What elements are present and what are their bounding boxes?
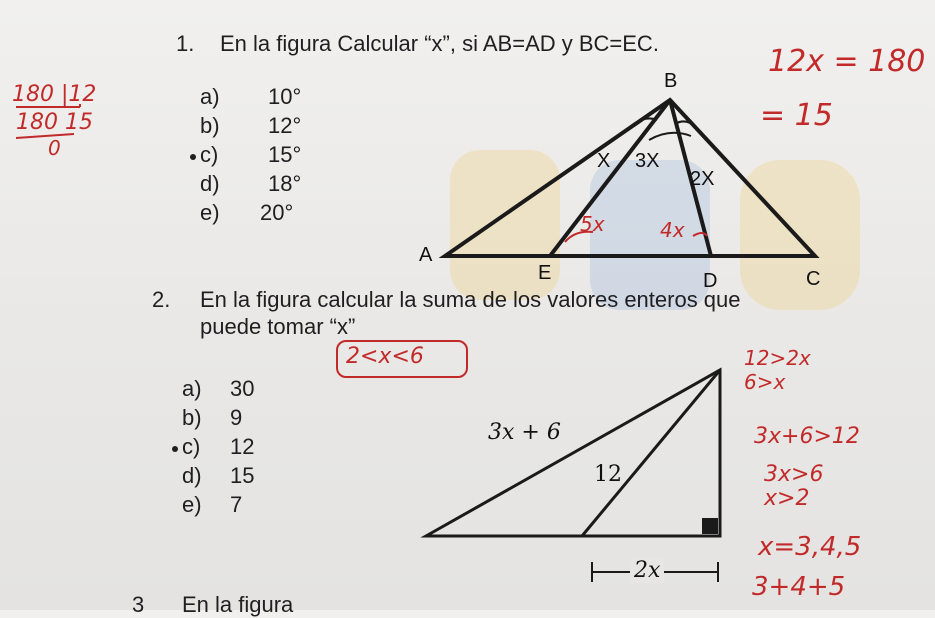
q1-option-text: 20° [260, 200, 294, 225]
q2-option-text: 9 [230, 405, 243, 430]
q1-option-letter: e) [200, 200, 220, 225]
q2-statement: puede tomar “x” [200, 314, 356, 339]
vertex-label-a: A [419, 244, 433, 266]
handwritten-work: x>2 [764, 486, 810, 511]
q1-number: 1. [176, 31, 195, 56]
q3-number: 3 [132, 592, 145, 617]
handwritten-work: x=3,4,5 [758, 532, 862, 562]
q2-option-text: 7 [230, 492, 243, 517]
q1-option-text: 18° [268, 171, 302, 196]
q1-option-letter: c) [200, 142, 219, 167]
handwritten-division: 180 |12 [12, 82, 97, 107]
side-label-hyp: 3x + 6 [488, 420, 561, 445]
q2-number: 2. [152, 287, 171, 312]
q2-option-letter: d) [182, 463, 202, 488]
handwritten-angle-5x: 5x [580, 212, 605, 236]
q2-option-letter: c) [182, 434, 201, 459]
angle-label-x: X [597, 150, 611, 172]
q1-option-text: 10° [268, 84, 302, 109]
handwritten-work: 12>2x [744, 346, 811, 370]
q1-statement: En la figura Calcular “x”, si AB=AD y BC=EC. [220, 31, 659, 56]
q1-option-letter: b) [200, 113, 220, 138]
handwritten-division: 180 15 [16, 110, 93, 135]
q2-option-text: 12 [230, 434, 255, 459]
q2-option-letter: b) [182, 405, 202, 430]
handwritten-work: 3x+6>12 [754, 424, 860, 449]
handwritten-equation: 12x = 180 [768, 44, 926, 79]
q2-option-text: 15 [230, 463, 255, 488]
handwritten-work: 3+4+5 [752, 572, 846, 602]
handwritten-division-lines [10, 104, 120, 154]
vertex-label-d: D [703, 270, 718, 292]
angle-label-3x: 3X [635, 150, 660, 172]
q1-option-text: 15° [268, 142, 302, 167]
handwritten-work: 6>x [744, 370, 786, 394]
q2-option-letter: e) [182, 492, 202, 517]
q2-option-text: 30 [230, 376, 255, 401]
side-label-mid: 12 [594, 462, 622, 487]
answer-mark [190, 154, 196, 160]
handwritten-result: = 15 [760, 98, 833, 133]
q2-statement: En la figura calcular la suma de los valores enteros que [200, 287, 741, 312]
side-label-base: 2x [630, 558, 664, 583]
q1-triangle-figure [415, 60, 845, 300]
vertex-label-e: E [538, 262, 552, 284]
angle-label-2x: 2X [690, 168, 715, 190]
vertex-label-c: C [806, 268, 821, 290]
q1-option-text: 12° [268, 113, 302, 138]
handwritten-range: 2<x<6 [346, 344, 424, 369]
vertex-label-b: B [664, 70, 678, 92]
q1-option-letter: a) [200, 84, 220, 109]
q1-option-letter: d) [200, 171, 220, 196]
handwritten-angle-4x: 4x [660, 218, 685, 242]
handwritten-remainder: 0 [48, 136, 61, 160]
answer-mark [172, 446, 178, 452]
q2-triangle-figure [420, 360, 740, 590]
q3-statement: En la figura [182, 592, 294, 617]
q2-option-letter: a) [182, 376, 202, 401]
handwritten-work: 3x>6 [764, 462, 824, 487]
